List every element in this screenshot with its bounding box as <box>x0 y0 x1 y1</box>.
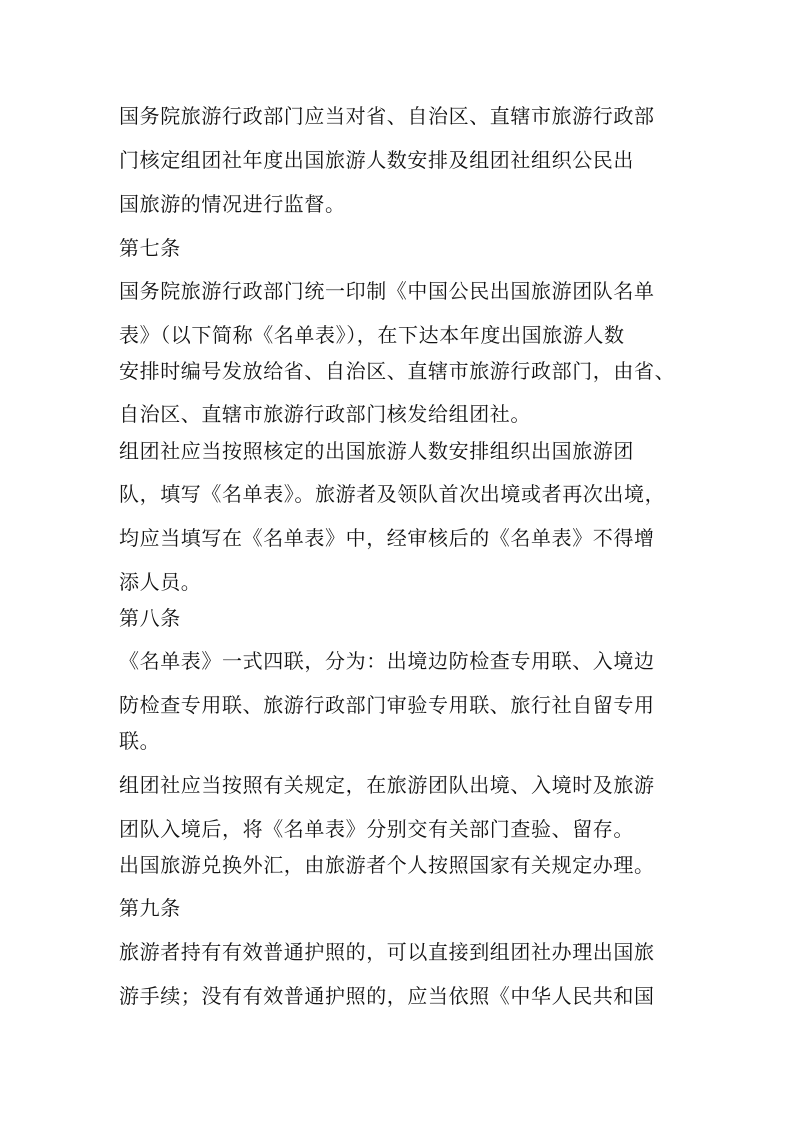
text-line: 组团社应当按照有关规定，在旅游团队出境、入境时及旅游 <box>119 773 655 797</box>
text-line: 自治区、直辖市旅游行政部门核发给组团社。 <box>119 402 531 426</box>
text-line: 表》（以下简称《名单表》），在下达本年度出国旅游人数 <box>119 323 625 347</box>
text-line: 安排时编号发放给省、自治区、直辖市旅游行政部门，由省、 <box>119 359 676 383</box>
text-line: 防检查专用联、旅游行政部门审验专用联、旅行社自留专用 <box>119 693 655 717</box>
article-heading: 第九条 <box>119 896 181 920</box>
text-line: 旅游者持有有效普通护照的，可以直接到组团社办理出国旅 <box>119 940 655 964</box>
text-line: 游手续；没有有效普通护照的，应当依照《中华人民共和国 <box>119 984 655 1008</box>
article-heading: 第八条 <box>119 606 181 630</box>
article-heading: 第七条 <box>119 236 181 260</box>
text-line: 国务院旅游行政部门应当对省、自治区、直辖市旅游行政部 <box>119 104 655 128</box>
text-line: 门核定组团社年度出国旅游人数安排及组团社组织公民出 <box>119 148 634 172</box>
text-line: 出国旅游兑换外汇，由旅游者个人按照国家有关规定办理。 <box>119 853 655 877</box>
text-line: 均应当填写在《名单表》中，经审核后的《名单表》不得增 <box>119 526 655 550</box>
text-line: 国旅游的情况进行监督。 <box>119 192 346 216</box>
text-line: 队，填写《名单表》。旅游者及领队首次出境或者再次出境， <box>119 482 666 506</box>
text-line: 《名单表》一式四联，分为：出境边防检查专用联、入境边 <box>119 649 655 673</box>
text-line: 组团社应当按照核定的出国旅游人数安排组织出国旅游团 <box>119 439 634 463</box>
text-line: 国务院旅游行政部门统一印制《中国公民出国旅游团队名单 <box>119 279 655 303</box>
text-line: 团队入境后，将《名单表》分别交有关部门查验、留存。 <box>119 817 634 841</box>
text-line: 联。 <box>119 729 161 753</box>
text-line: 添人员。 <box>119 570 202 594</box>
